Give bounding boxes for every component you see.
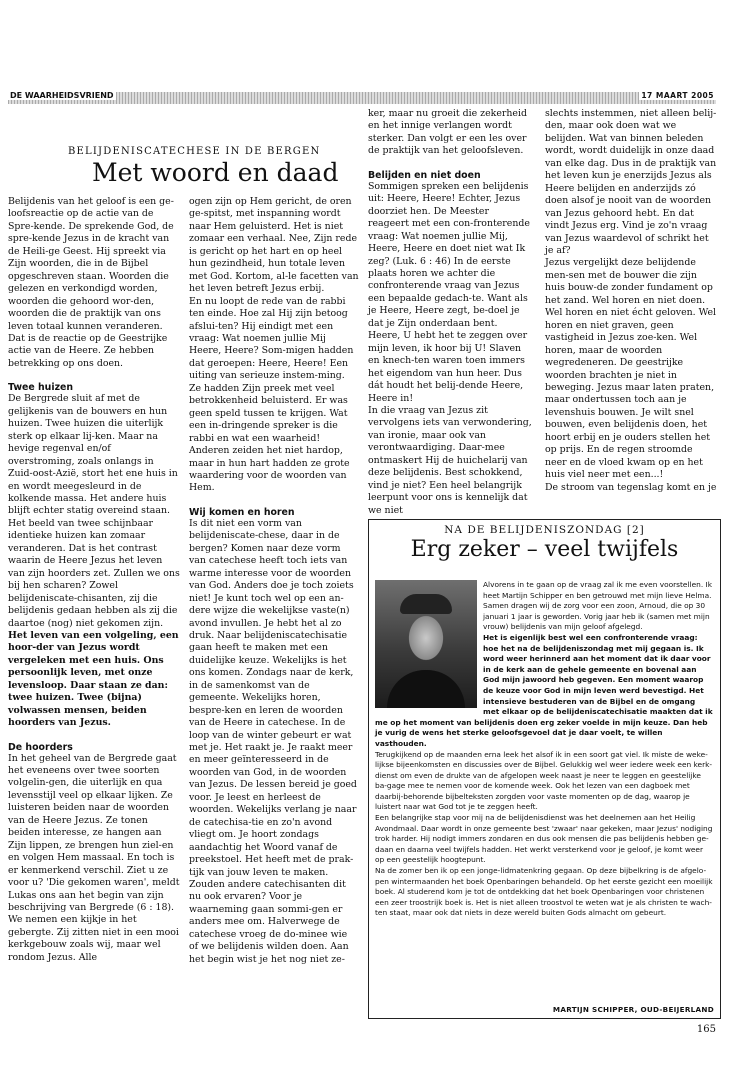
paragraph: En nu loopt de rede van de rabbi ten einde. Hoe zal Hij zijn betoog afslui-ten? Hij eindigt met een vraag: Wat noemen jullie Mij Heere, Heere? Som-migen hadden dat geroepen: Heere, Heere! Een uiting van serieuze instem-ming. Ze hadden Zijn preek met veel betrokkenheid beluisterd. Er was geen speld tussen te krijgen. Wat een in-dringende spreker is die rabbi en wat een waarheid! Anderen zeiden het niet hardop, maar in hun hart hadden ze grote waardering voor de woorden van Hem.	[189, 295, 354, 494]
paragraph: ker, maar nu groeit die zekerheid en het innige verlangen wordt sterker. Dan volgt er een les over de praktijk van het geloofsleven.	[368, 108, 527, 157]
box-title: Erg zeker – veel twijfels	[410, 537, 679, 562]
paragraph: slechts instemmen, niet alleen belij-den, maar ook doen wat we belijden. Wat van binnen beleden wordt, wordt duidelijk in onze daad van elke dag. Dus in de praktijk van het leven kun je enerzijds Jezus als Heere belijden en anderzijds zó doen alsof je nooit van de woorden van Jezus gehoord hebt. En dat vindt Jezus erg. Vind je zo'n vraag van Jezus waardevol of schrikt het je af?	[545, 108, 717, 256]
paragraph: In die vraag van Jezus zit vervolgens iets van verwondering, van ironie, maar ook van verontwaardiging. Daar-mee ontmaskert Hij de huichelarij van deze belijdenis. Best schokkend, vind je niet? Een heel belangrijk leerpunt voor ons is kennelijk dat we niet	[368, 404, 532, 516]
paragraph: Alvorens in te gaan op de vraag zal ik me even voorstellen. Ik heet Martijn Schipper en ben getrouwd met mijn lieve Helma. Samen dragen wij de zorg voor een zoon, Arnoud, die op 30 januari 1 jaar is geworden. Vorig jaar heb ik (samen met mijn vrouw) belijdenis van mijn geloof afgelegd.	[483, 580, 712, 632]
paragraph: De stroom van tegenslag komt en je	[545, 481, 717, 493]
column-1	[8, 196, 180, 964]
column-3	[368, 108, 532, 517]
subheading: Wij komen en horen	[189, 506, 295, 518]
paragraph: Het is eigenlijk best wel een confronterende vraag: hoe het na de belijdeniszondag met mij gegaan is. Ik word weer herinnerd aan het moment dat ik daar voor in de kerk aan de gehele gemeente en bovenal aan God mijn jawoord heb gegeven. Een moment waarop de keuze voor God in mijn leven werd bevestigd. Het intensieve bestuderen van de Bijbel en de omgang met elkaar op de belijdeniscatechisatie maakten dat ik me op het moment van belijdenis doen erg zeker voelde in mijn keuze. Dan heb je vurig de wens het sterke geloofsgevoel dat je daar voelt, te willen vasthouden.	[375, 632, 713, 748]
paragraph: Het leven van een volgeling, een hoor-der van Jezus wordt vergeleken met een huis. Ons persoonlijk leven, met onze levensloop. Daar staan ze dan: twee huizen. Twee (bijna) volwassen mensen, beiden hoorders van Jezus.	[8, 629, 179, 729]
column-4	[545, 108, 717, 494]
column-2	[189, 196, 359, 966]
paragraph: ogen zijn op Hem gericht, de oren ge-spitst, met inspanning wordt naar Hem geluisterd. Het is niet zomaar een verhaal. Nee, Zijn rede is gericht op het hart en op heel hun gezindheid, hun totale leven met God. Kortom, al-le facetten van het leven betreft Jezus erbij.	[189, 196, 359, 295]
paragraph: Sommigen spreken een belijdenis uit: Heere, Heere! Echter, Jezus doorziet hen. De Meester reageert met een con-fronterende vraag: Wat noemen jullie Mij, Heere, Heere en doet niet wat Ik zeg? (Luk. 6 : 46) In de eerste plaats horen we achter die confronterende vraag van Jezus een bepaalde gedach-te. Want als je Heere, Heere zegt, be-doel je dat je Zijn onderdaan bent. Heere, U hebt het te zeggen over mijn leven, ik hoor bij U! Slaven en knech-ten waren toen immers het eigendom van hun heer. Dus dát houdt het belij-dende Heere, Heere in!	[368, 180, 530, 404]
subheading: De hoorders	[8, 741, 73, 753]
article-title: Met woord en daad	[92, 158, 339, 187]
paragraph: In het geheel van de Bergrede gaat het eveneens over twee soorten volgelin-gen, die uiterlijk en qua levensstijl veel op elkaar lijken. Ze luisteren beiden naar de woorden van de Heere Jezus. Ze tonen beiden interesse, ze hangen aan Zijn lippen, ze brengen hun ziel-en en volgen Hem massaal. En toch is er kenmerkend verschil. Ziet u ze voor u? 'Die gekomen waren', meldt Lukas ons aan het begin van zijn beschrijving van Bergrede (6 : 18). We nemen een kijkje in het gebergte. Zij zitten niet in een mooi kerkgebouw zoals wij, maar wel rondom Jezus. Alle	[8, 752, 180, 963]
subheading: Belijden en niet doen	[368, 169, 481, 181]
page-number: 165	[696, 1024, 716, 1035]
issue-date: 17 MAART 2005	[641, 91, 714, 100]
subheading: Twee huizen	[8, 382, 74, 394]
article-kicker: BELIJDENISCATECHESE IN DE BERGEN	[68, 146, 321, 157]
publication-name: DE WAARHEIDSVRIEND	[10, 91, 114, 100]
paragraph: Belijdenis van het geloof is een ge-loofsreactie op de actie van de Spre-kende. De sprekende God, de spre-kende Jezus in de kracht van de Heili-ge Geest. Hij spreekt via Zijn woorden, die in de Bijbel opgeschreven staan. Woorden die gelezen en verkondigd worden, woorden die gehoord wor-den, woorden die de praktijk van ons leven totaal kunnen veranderen. Dat is de reactie op de Geestrijke actie van de Heere. Ze hebben betrekking op ons doen.	[8, 196, 174, 369]
box-kicker: NA DE BELIJDENISZONDAG [2]	[444, 524, 645, 536]
paragraph: Terugkijkend op de maanden erna leek het alsof ik in een soort gat viel. Ik miste de weke-lijkse bijeenkomsten en discussies over de Bijbel. Gelukkig wel weer iedere week een kerk-dienst om even de drukte van de afgelopen week naast je neer te leggen en geestelijke ba-gage mee te nemen voor de komende week. Ook het lezen van een dagboek met daarbij-behorende bijbelteksten zorgden voor vaste momenten op de dag, waarop je luistert naar wat God tot je te zeggen heeft.	[375, 749, 713, 812]
paragraph: Een belangrijke stap voor mij na de belijdenisdienst was het deelnemen aan het Heilig Avondmaal. Daar wordt in onze gemeente best 'zwaar' naar gekeken, maar Jezus' nodiging trok harder. Hij nodigt immers zondaren en dus ook mensen die pas belijdenis hebben ge-daan en daarna veel twijfels hadden. Het werkt versterkend voor je geloof, je komt weer op een geestelijk hoogtepunt.	[375, 813, 713, 865]
author-signature: MARTIJN SCHIPPER, OUD-BEIJERLAND	[552, 1005, 714, 1014]
paragraph: Na de zomer ben ik op een jonge-lidmatenkring gegaan. Op deze bijbelkring is de afgelo-pen wintermaanden het boek Openbaringen behandeld. Op het eerste gezicht een moeilijk boek. Al studerend kom je tot de ontdekking dat het boek Openbaringen voor christenen een zeer troostrijk boek is. Het is niet alleen troostvol te weten wat je als christen te wach-ten staat, maar ook dat niets in deze wereld buiten Gods almacht om gebeurt.	[375, 866, 713, 918]
paragraph: Jezus vergelijkt deze belijdende men-sen met de bouwer die zijn huis bouw-de zonder fundament op het zand. Wel horen en niet doen. Wel horen en niet écht geloven. Wel horen en niet graven, geen vastigheid in Jezus zoe-ken. Wel horen, maar de woorden wegredeneren. De geestrijke woorden brachten je niet in beweging. Jezus maar laten praten, maar ondertussen toch aan je levenshuis bouwen. Je wilt snel bouwen, even belijdenis doen, het hoort erbij en je ouders stellen het op prijs. En de regen stroomde neer en de vloed kwam op en het huis viel neer met een...!	[545, 257, 717, 481]
box-text	[375, 580, 713, 919]
paragraph: De Bergrede sluit af met de gelijkenis van de bouwers en hun huizen. Twee huizen die uiterlijk sterk op elkaar lij-ken. Maar na hevige regenval en/of overstroming, zoals onlangs in Zuid-oost-Azië, stort het ene huis in en wordt meegesleurd in de kolkende massa. Het andere huis blijft echter statig overeind staan. Het beeld van twee schijnbaar identieke huizen kan zomaar veranderen. Dat is het contrast waarin de Heere Jezus het leven van zijn hoorders zet. Zullen we ons bij hen scharen? Zowel belijdeniscate-chisanten, zij die belijdenis gedaan hebben als zij die daartoe (nog) niet gekomen zijn.	[8, 393, 180, 629]
sidebar-box	[368, 519, 721, 1019]
paragraph: Is dit niet een vorm van belijdeniscate-chese, daar in de bergen? Komen naar deze vorm van catechese heeft toch iets van warme interesse voor de woorden van God. Anders doe je toch zoiets niet! Je kunt toch wel op een an-dere wijze die wekelijkse vaste(n) avond invullen. Je hebt het al zo druk. Naar belijdeniscatechisatie gaan heeft te maken met een duidelijke keuze. Wekelijks is het ons komen. Zondags naar de kerk, in de samenkomst van de gemeente. Wekelijks horen, bespre-ken en leren de woorden van de Heere in catechese. In de loop van de winter gebeurt er wat met je. Het raakt je. Je raakt meer en meer geïnteresseerd in de woorden van God, in de woorden van Jezus. De lessen bereid je goed voor. Je leest en herleest de woorden. Wekelijks verlang je naar de catechisa-tie en zo'n avond vliegt om. Je hoort zondags aandachtig het Woord vanaf de preekstoel. Het heeft met de prak-tijk van jouw leven te maken. Zouden andere catechisanten dit nu ook ervaren? Voor je waarneming gaan sommi-gen er anders mee om. Halverwege de catechese vroeg de do-minee wie of we belijdenis wilden doen. Aan het begin wist je het nog niet ze-	[189, 517, 357, 965]
